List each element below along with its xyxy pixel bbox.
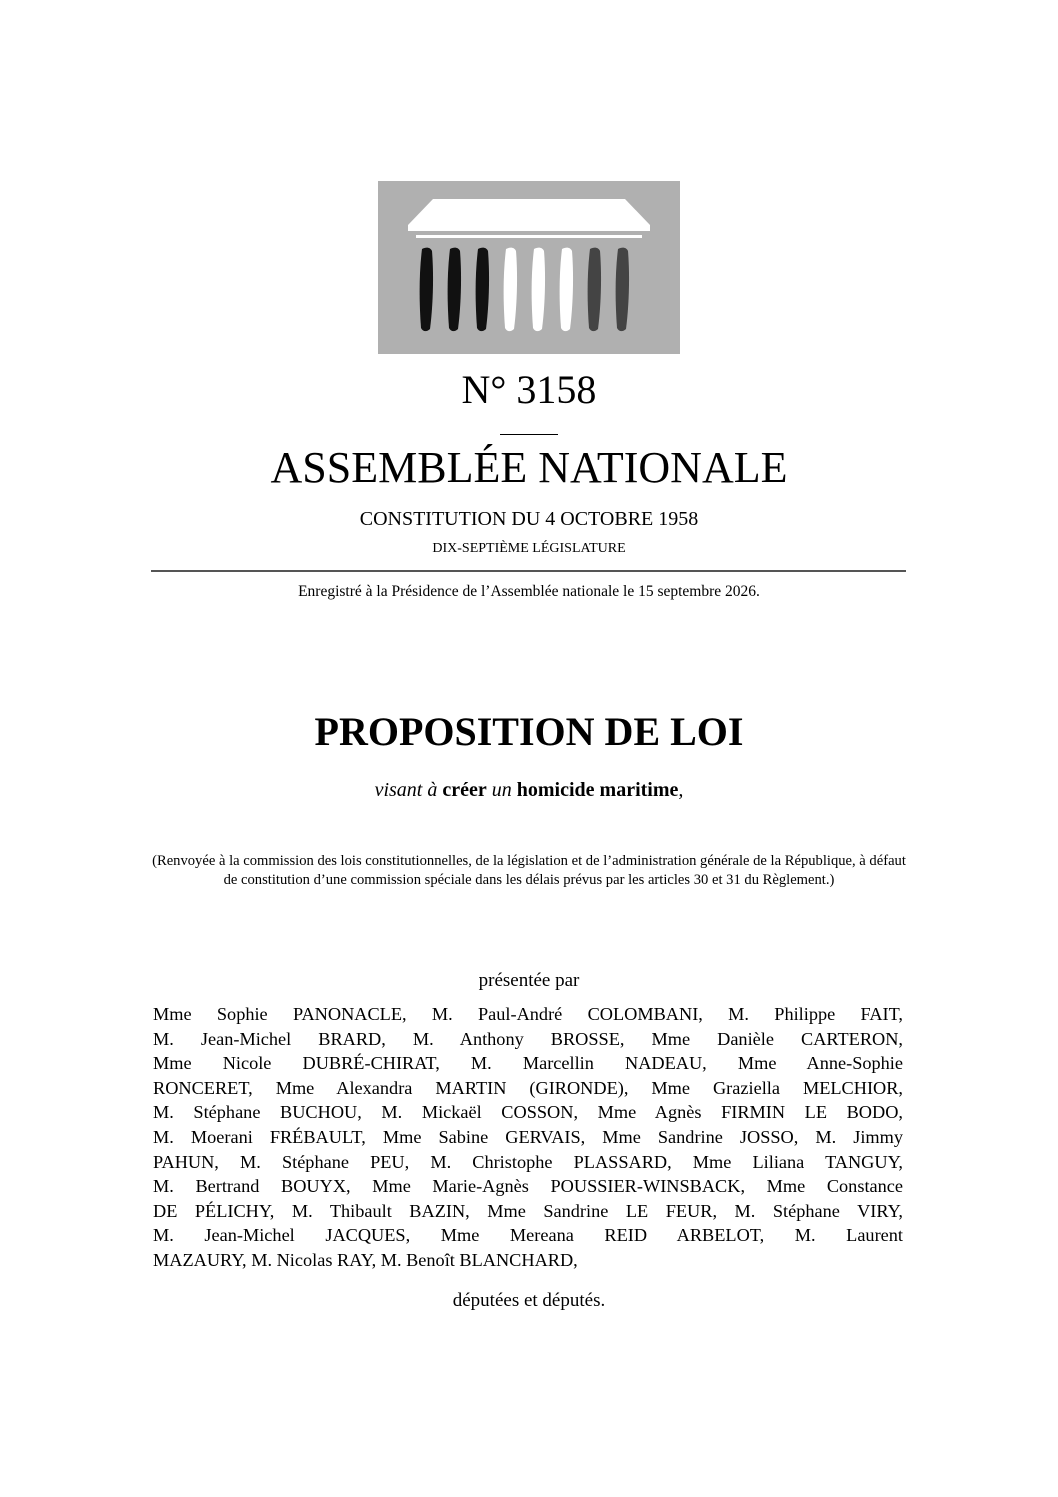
authors-line: M. Stéphane BUCHOU, M. Mickaël COSSON, Mme Agnès FIRMIN LE BODO, <box>153 1102 903 1123</box>
assembly-title: ASSEMBLÉE NATIONALE <box>270 443 788 492</box>
authors-line: DE PÉLICHY, M. Thibault BAZIN, Mme Sandrine LE FEUR, M. Stéphane VIRY, <box>153 1200 903 1221</box>
closing-line: députées et députés. <box>452 1290 606 1311</box>
constitution-line: CONSTITUTION DU 4 OCTOBRE 1958 <box>359 508 699 530</box>
divider <box>151 570 906 572</box>
authors-line: M. Jean-Michel JACQUES, Mme Mereana REID ARBELOT, M. Laurent <box>153 1225 903 1246</box>
referral-note: (Renvoyée à la commission des lois constitutionnelles, de la législation et de l’administration générale de la République, à défaut de constitution d’une commission spéciale dans les délais prévus par les articles 30 et 31 du Règlement.) <box>152 853 906 888</box>
authors-line: M. Moerani FRÉBAULT, Mme Sabine GERVAIS, Mme Sandrine JOSSO, M. Jimmy <box>153 1126 903 1147</box>
document-subject <box>0 776 1058 804</box>
authors-line: PAHUN, M. Stéphane PEU, M. Christophe PLASSARD, Mme Liliana TANGUY, <box>153 1151 903 1172</box>
authors-line: MAZAURY, M. Nicolas RAY, M. Benoît BLANCHARD, <box>153 1249 578 1270</box>
registration-date: Enregistré à la Présidence de l’Assemblée nationale le 15 septembre 2026. <box>298 583 760 600</box>
subject-part: , <box>678 779 684 801</box>
document-number: N° 3158 <box>461 367 597 412</box>
presented-by: présentée par <box>478 970 580 991</box>
authors-list <box>153 1002 903 1273</box>
divider <box>500 434 558 435</box>
authors-line: M. Jean-Michel BRARD, M. Anthony BROSSE, Mme Danièle CARTERON, <box>153 1028 903 1049</box>
subject-part: un <box>491 779 512 801</box>
authors-line: M. Bertrand BOUYX, Mme Marie-Agnès POUSSIER-WINSBACK, Mme Constance <box>153 1176 903 1197</box>
legislature-line: DIX-SEPTIÈME LÉGISLATURE <box>432 541 626 556</box>
authors-line: RONCERET, Mme Alexandra MARTIN (GIRONDE), Mme Graziella MELCHIOR, <box>153 1077 903 1098</box>
assemblee-nationale-building-icon <box>378 181 680 354</box>
subject-part: visant à <box>374 779 438 801</box>
authors-line: Mme Sophie PANONACLE, M. Paul-André COLOMBANI, M. Philippe FAIT, <box>153 1004 903 1024</box>
authors-line: Mme Nicole DUBRÉ-CHIRAT, M. Marcellin NADEAU, Mme Anne-Sophie <box>153 1053 903 1074</box>
subject-part: créer <box>442 779 487 801</box>
subject-part: homicide maritime <box>516 779 679 801</box>
document-type: PROPOSITION DE LOI <box>314 709 744 754</box>
